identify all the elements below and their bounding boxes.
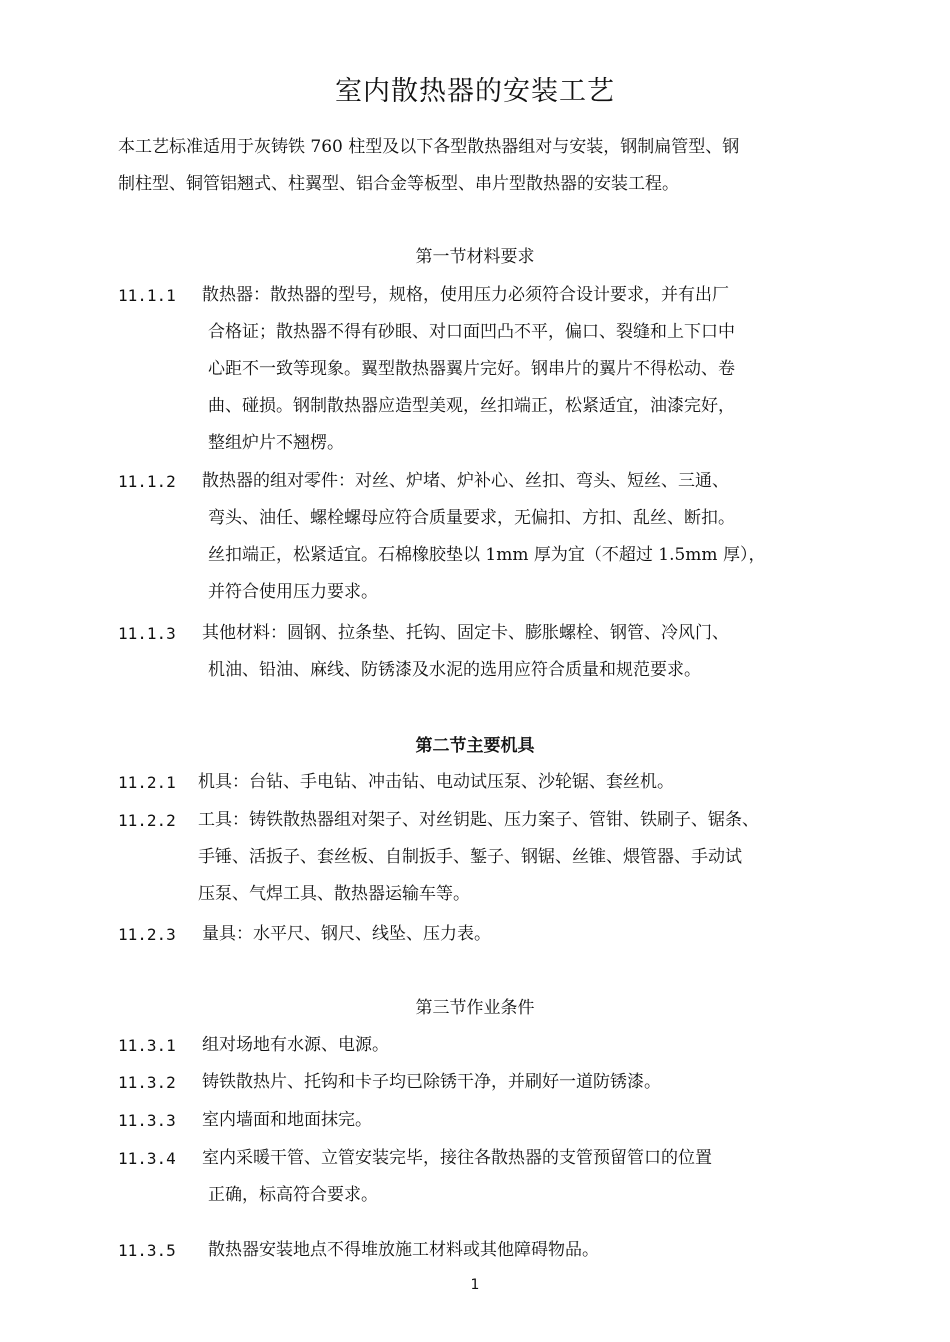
clause-line: 室内墙面和地面抹完。 (202, 1110, 372, 1130)
clause-line: 手锤、活扳子、套丝板、自制扳手、錾子、钢锯、丝锥、煨管器、手动试 (198, 847, 742, 867)
intro-line: 本工艺标准适用于灰铸铁 760 柱型及以下各型散热器组对与安装，钢制扁管型、钢 (118, 137, 740, 157)
clause-line: 整组炉片不翘楞。 (208, 433, 344, 453)
clause-line: 组对场地有水源、电源。 (202, 1035, 389, 1055)
clause-number: 11.3.4 (118, 1149, 176, 1168)
clause-11-1-1 (118, 277, 838, 462)
clause-number: 11.2.3 (118, 925, 176, 944)
clause-body (202, 1140, 838, 1214)
clause-number: 11.1.2 (118, 472, 176, 491)
clause-body (208, 1232, 838, 1269)
clause-line: 散热器：散热器的型号，规格，使用压力必须符合设计要求，并有出厂 (202, 285, 729, 305)
intro-line: 制柱型、铜管铝翘式、柱翼型、铝合金等板型、串片型散热器的安装工程。 (118, 174, 679, 194)
clause-line: 弯头、油任、螺栓螺母应符合质量要求，无偏扣、方扣、乱丝、断扣。 (208, 508, 735, 528)
clause-body (202, 277, 838, 462)
clause-body (202, 1102, 838, 1139)
clause-11-2-3 (118, 916, 838, 953)
clause-line: 心距不一致等现象。翼型散热器翼片完好。钢串片的翼片不得松动、卷 (208, 359, 735, 379)
clause-body (202, 1027, 838, 1064)
clause-line: 铸铁散热片、托钩和卡子均已除锈干净，并刷好一道防锈漆。 (202, 1072, 661, 1092)
clause-number: 11.2.2 (118, 811, 176, 830)
clause-line: 并符合使用压力要求。 (208, 582, 378, 602)
clause-11-3-5 (118, 1232, 838, 1269)
clause-line: 压泵、气焊工具、散热器运输车等。 (198, 884, 470, 904)
clause-11-3-1 (118, 1027, 838, 1064)
document-title: 室内散热器的安装工艺 (335, 76, 615, 107)
clause-line: 机油、铅油、麻线、防锈漆及水泥的选用应符合质量和规范要求。 (208, 660, 701, 680)
clause-body (198, 802, 838, 913)
clause-line: 机具：台钻、手电钻、冲击钻、电动试压泵、沙轮锯、套丝机。 (198, 772, 674, 792)
clause-line: 量具：水平尺、钢尺、线坠、压力表。 (202, 924, 491, 944)
clause-line: 散热器的组对零件：对丝、炉堵、炉补心、丝扣、弯头、短丝、三通、 (202, 471, 729, 491)
clause-number: 11.3.2 (118, 1073, 176, 1092)
clause-11-1-3 (118, 615, 838, 689)
clause-body (202, 916, 838, 953)
clause-number: 11.3.3 (118, 1111, 176, 1130)
clause-11-1-2 (118, 463, 838, 611)
clause-11-2-2 (118, 802, 838, 913)
clause-line: 其他材料：圆钢、拉条垫、托钩、固定卡、膨胀螺栓、钢管、冷风门、 (202, 623, 729, 643)
clause-11-3-3 (118, 1102, 838, 1139)
clause-body (198, 764, 838, 801)
clause-line: 室内采暖干管、立管安装完毕，接往各散热器的支管预留管口的位置 (202, 1148, 712, 1168)
clause-line: 散热器安装地点不得堆放施工材料或其他障碍物品。 (208, 1240, 599, 1260)
clause-number: 11.1.1 (118, 286, 176, 305)
clause-line: 曲、碰损。钢制散热器应造型美观，丝扣端正，松紧适宜，油漆完好， (208, 396, 735, 416)
clause-11-3-2 (118, 1064, 838, 1101)
clause-number: 11.3.5 (118, 1241, 176, 1260)
clause-number: 11.1.3 (118, 624, 176, 643)
clause-line: 合格证；散热器不得有砂眼、对口面凹凸不平，偏口、裂缝和上下口中 (208, 322, 735, 342)
page-number: 1 (470, 1277, 480, 1293)
clause-line: 正确，标高符合要求。 (208, 1185, 378, 1205)
clause-body (202, 615, 838, 689)
clause-number: 11.2.1 (118, 773, 176, 792)
intro-paragraph (118, 129, 838, 203)
section-heading-conditions: 第三节作业条件 (415, 998, 535, 1018)
section-heading-tools: 第二节主要机具 (415, 736, 535, 756)
clause-11-2-1 (118, 764, 838, 801)
clause-number: 11.3.1 (118, 1036, 176, 1055)
clause-body (202, 463, 838, 611)
clause-line: 工具：铸铁散热器组对架子、对丝钥匙、压力案子、管钳、铁刷子、锯条、 (198, 810, 759, 830)
clause-11-3-4 (118, 1140, 838, 1214)
section-heading-materials: 第一节材料要求 (415, 247, 535, 267)
clause-body (202, 1064, 838, 1101)
clause-line: 丝扣端正，松紧适宜。石棉橡胶垫以 1mm 厚为宜（不超过 1.5mm 厚）， (208, 545, 766, 565)
